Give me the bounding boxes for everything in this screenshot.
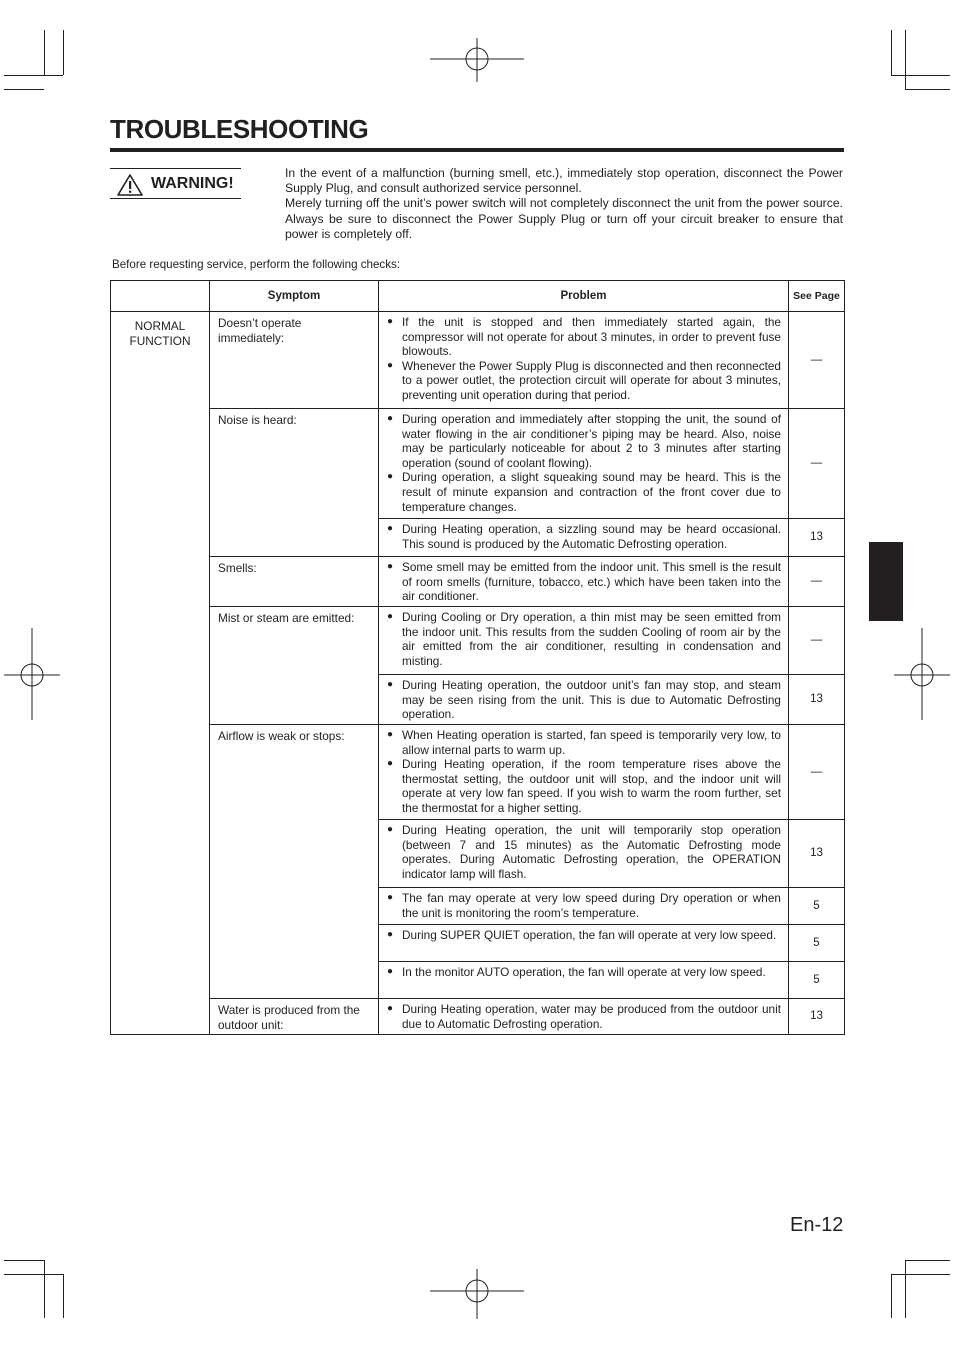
symptom-cell: Doesn’t operate immediately: bbox=[210, 312, 379, 409]
table-header-row bbox=[111, 281, 845, 312]
bullet-icon: ● bbox=[387, 679, 394, 690]
see-page-cell: 5 bbox=[789, 888, 845, 925]
crop-mark bbox=[891, 1274, 892, 1318]
crop-mark bbox=[63, 1274, 64, 1318]
crop-mark bbox=[905, 30, 906, 89]
see-page-cell: — bbox=[789, 725, 845, 820]
symptom-cell: Smells: bbox=[210, 557, 379, 607]
problem-text: During SUPER QUIET operation, the fan will operate at very low speed. bbox=[402, 928, 777, 942]
problem-cell bbox=[379, 312, 789, 409]
bullet-icon: ● bbox=[387, 966, 394, 977]
problem-item bbox=[387, 412, 781, 470]
crop-mark bbox=[44, 30, 45, 75]
crop-mark bbox=[4, 75, 63, 76]
bullet-icon: ● bbox=[387, 316, 394, 327]
bullet-icon: ● bbox=[387, 413, 394, 424]
symptom-cell: Mist or steam are emitted: bbox=[210, 607, 379, 725]
see-page-cell: 13 bbox=[789, 675, 845, 725]
see-page-cell: 13 bbox=[789, 519, 845, 557]
warning-text bbox=[285, 166, 843, 242]
problem-cell bbox=[379, 557, 789, 607]
problem-cell bbox=[379, 607, 789, 675]
problem-item bbox=[387, 965, 781, 980]
problem-text: If the unit is stopped and then immediately started again, the compressor will not operate for about 3 minutes, in order to prevent fuse blowouts. bbox=[402, 315, 781, 359]
table-row bbox=[111, 312, 845, 409]
problem-item bbox=[387, 315, 781, 359]
problem-text: During Heating operation, if the room temperature rises above the thermostat setting, the outdoor unit will stop, and the indoor unit will operate at very low fan speed. If you wish to warm the room further, set the thermostat for a higher setting. bbox=[402, 757, 781, 815]
problem-item bbox=[387, 928, 781, 943]
intro-text: Before requesting service, perform the following checks: bbox=[112, 258, 401, 271]
registration-mark-left bbox=[4, 628, 60, 720]
table-row bbox=[111, 999, 845, 1035]
problem-item bbox=[387, 560, 781, 604]
problem-cell bbox=[379, 675, 789, 725]
problem-text: During operation and immediately after stopping the unit, the sound of water flowing in the air conditioner’s piping may be heard. Also, noise may be particularly noticeable for about 2 to 3 minutes after starting operation (sound of coolant flowing). bbox=[402, 412, 781, 470]
crop-mark bbox=[905, 1260, 950, 1261]
bullet-icon: ● bbox=[387, 523, 394, 534]
registration-mark-right bbox=[894, 628, 950, 720]
registration-mark-top bbox=[430, 38, 524, 82]
registration-mark-bottom bbox=[430, 1269, 524, 1319]
crop-mark bbox=[891, 75, 950, 76]
crop-mark bbox=[891, 30, 892, 75]
page-title: TROUBLESHOOTING bbox=[110, 114, 369, 144]
crop-mark bbox=[905, 1260, 906, 1318]
symptom-cell: Airflow is weak or stops: bbox=[210, 725, 379, 999]
crop-mark bbox=[905, 89, 950, 90]
bullet-icon: ● bbox=[387, 359, 394, 371]
problem-item bbox=[387, 1002, 781, 1031]
header-see-page: See Page bbox=[789, 281, 845, 312]
problem-cell bbox=[379, 962, 789, 999]
problem-text: In the monitor AUTO operation, the fan will operate at very low speed. bbox=[402, 965, 766, 979]
warning-box bbox=[110, 168, 241, 199]
problem-text: During operation, a slight squeaking sound may be heard. This is the result of minute expansion and contraction of the front cover due to temperature changes. bbox=[402, 470, 781, 514]
problem-text: During Heating operation, water may be produced from the outdoor unit due to Automatic Defrosting operation. bbox=[402, 1002, 781, 1031]
table-row bbox=[111, 607, 845, 675]
problem-item bbox=[387, 470, 781, 514]
crop-mark bbox=[891, 1274, 950, 1275]
crop-mark bbox=[4, 89, 44, 90]
header-category bbox=[111, 281, 210, 312]
problem-item bbox=[387, 757, 781, 815]
troubleshooting-table bbox=[110, 280, 845, 1035]
problem-item bbox=[387, 728, 781, 757]
see-page-cell: 13 bbox=[789, 820, 845, 888]
see-page-cell: 5 bbox=[789, 925, 845, 962]
see-page-cell: 13 bbox=[789, 999, 845, 1035]
see-page-cell: — bbox=[789, 557, 845, 607]
see-page-cell: — bbox=[789, 607, 845, 675]
header-symptom: Symptom bbox=[210, 281, 379, 312]
problem-text: During Heating operation, the unit will temporarily stop operation (between 7 and 15 minutes) as the Automatic Defrosting mode operates. During Automatic Defrosting operation, the OPERATION indicator lamp will flash. bbox=[402, 823, 781, 881]
table-row bbox=[111, 557, 845, 607]
bullet-icon: ● bbox=[387, 824, 394, 835]
title-rule bbox=[110, 148, 844, 152]
problem-cell bbox=[379, 888, 789, 925]
warning-triangle-icon bbox=[116, 173, 144, 197]
bullet-icon: ● bbox=[387, 561, 394, 572]
problem-text: Some smell may be emitted from the indoor unit. This smell is the result of room smells (furniture, tobacco, etc.) which have been taken into the air conditioner. bbox=[402, 560, 781, 604]
problem-text: When Heating operation is started, fan speed is temporarily very low, to allow internal parts to warm up. bbox=[402, 728, 781, 757]
bullet-icon: ● bbox=[387, 471, 394, 483]
problem-item bbox=[387, 891, 781, 920]
section-tab bbox=[869, 542, 903, 621]
problem-text: During Heating operation, a sizzling sound may be heard occasional. This sound is produced by the Automatic Defrosting operation. bbox=[402, 522, 781, 551]
see-page-cell: — bbox=[789, 312, 845, 409]
bullet-icon: ● bbox=[387, 729, 394, 740]
crop-mark bbox=[4, 1274, 63, 1275]
bullet-icon: ● bbox=[387, 611, 394, 622]
see-page-cell: — bbox=[789, 409, 845, 519]
crop-mark bbox=[63, 30, 64, 75]
see-page-cell: 5 bbox=[789, 962, 845, 999]
problem-item bbox=[387, 359, 781, 403]
problem-cell bbox=[379, 925, 789, 962]
page-number: En-12 bbox=[790, 1214, 844, 1236]
problem-item bbox=[387, 678, 781, 722]
bullet-icon: ● bbox=[387, 892, 394, 903]
problem-cell bbox=[379, 409, 789, 519]
problem-cell bbox=[379, 820, 789, 888]
warning-paragraph: In the event of a malfunction (burning smell, etc.), immediately stop operation, disconnect the Power Supply Plug, and consult authorized service personnel. bbox=[285, 166, 843, 196]
crop-mark bbox=[4, 1260, 44, 1261]
table-row bbox=[111, 725, 845, 820]
problem-item bbox=[387, 522, 781, 551]
bullet-icon: ● bbox=[387, 758, 394, 770]
crop-mark bbox=[44, 1260, 45, 1318]
symptom-cell: Water is produced from the outdoor unit: bbox=[210, 999, 379, 1035]
warning-label: WARNING! bbox=[151, 175, 234, 192]
problem-text: Whenever the Power Supply Plug is disconnected and then reconnected to a power outlet, the protection circuit will operate for about 3 minutes, preventing unit operation during that period. bbox=[402, 358, 781, 402]
warning-paragraph: Merely turning off the unit’s power switch will not completely disconnect the unit from the power source. Always be sure to disconnect the Power Supply Plug or turn off your circuit breaker to ensure that power is completely off. bbox=[285, 196, 843, 241]
symptom-cell: Noise is heard: bbox=[210, 409, 379, 557]
problem-cell bbox=[379, 725, 789, 820]
table-row bbox=[111, 409, 845, 519]
problem-item bbox=[387, 610, 781, 668]
problem-item bbox=[387, 823, 781, 881]
problem-text: During Heating operation, the outdoor unit’s fan may stop, and steam may be seen rising from the unit. This is due to Automatic Defrosting operation. bbox=[402, 678, 781, 722]
problem-cell bbox=[379, 999, 789, 1035]
problem-cell bbox=[379, 519, 789, 557]
category-cell: NORMAL FUNCTION bbox=[111, 312, 210, 1035]
problem-text: During Cooling or Dry operation, a thin mist may be seen emitted from the indoor unit. This results from the sudden Cooling of room air by the air emitted from the air conditioner, resulting in condensation and misting. bbox=[402, 610, 781, 668]
bullet-icon: ● bbox=[387, 1003, 394, 1014]
bullet-icon: ● bbox=[387, 929, 394, 940]
header-problem: Problem bbox=[379, 281, 789, 312]
problem-text: The fan may operate at very low speed during Dry operation or when the unit is monitoring the room’s temperature. bbox=[402, 891, 781, 920]
